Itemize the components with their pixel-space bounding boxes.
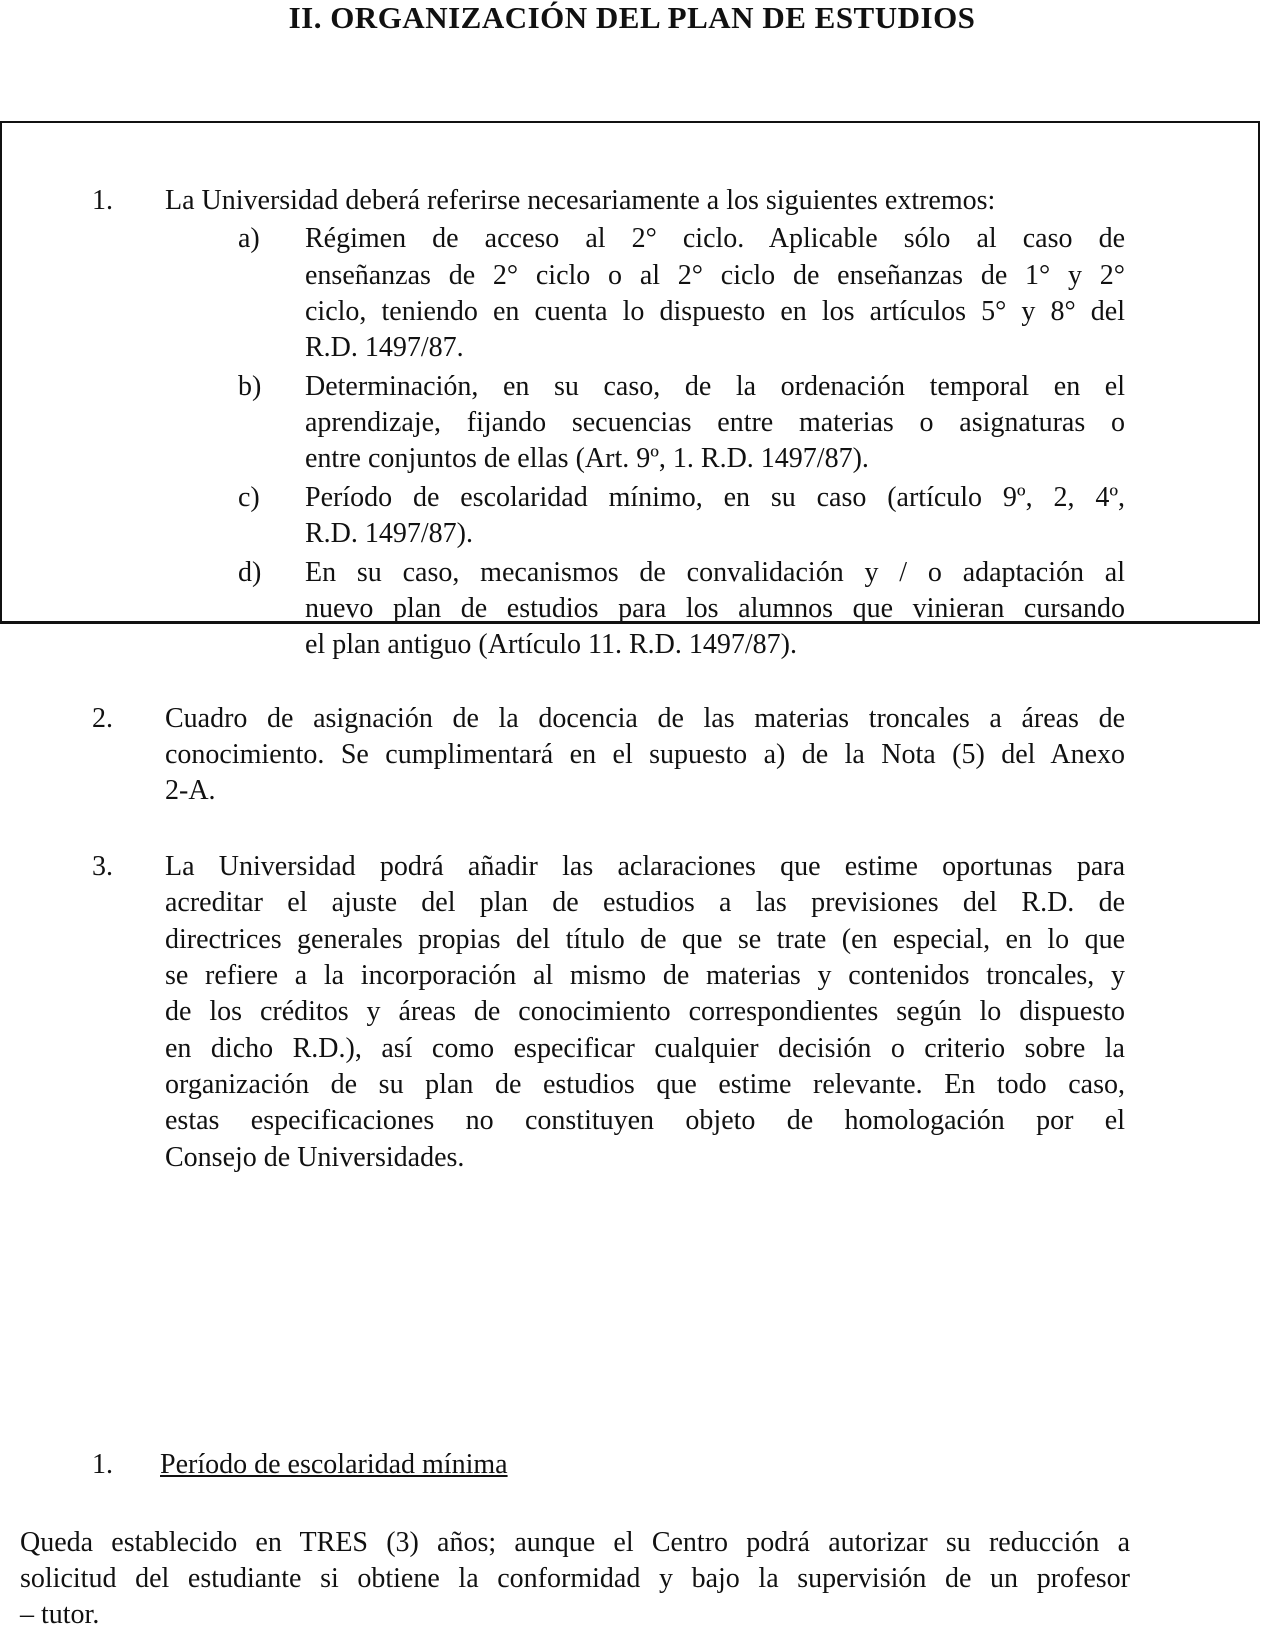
- item-3-line: estas especificaciones no constituyen objeto de homologación por el: [165, 1105, 1125, 1136]
- item-1-number: 1.: [92, 185, 113, 216]
- sub-b-letter: b): [238, 371, 262, 402]
- item-3-line: en dicho R.D.), así como especificar cualquier decisión o criterio sobre la: [165, 1033, 1125, 1064]
- section-paragraph-line: solicitud del estudiante si obtiene la conformidad y bajo la supervisión de un profesor: [20, 1563, 1130, 1594]
- item-2-number: 2.: [92, 703, 113, 734]
- item-3-line: de los créditos y áreas de conocimiento correspondientes según lo dispuesto: [165, 996, 1125, 1027]
- sub-a-line: ciclo, teniendo en cuenta lo dispuesto en los artículos 5° y 8° del: [305, 296, 1125, 327]
- item-2-line: 2-A.: [165, 775, 216, 806]
- item-3-line: acreditar el ajuste del plan de estudios a las previsiones del R.D. de: [165, 887, 1125, 918]
- sub-c-line: Período de escolaridad mínimo, en su caso (artículo 9º, 2, 4º,: [305, 482, 1125, 513]
- sub-c-letter: c): [238, 482, 260, 513]
- item-2-line: conocimiento. Se cumplimentará en el supuesto a) de la Nota (5) del Anexo: [165, 739, 1125, 770]
- item-3-line: La Universidad podrá añadir las aclaraciones que estime oportunas para: [165, 851, 1125, 882]
- sub-d-letter: d): [238, 557, 262, 588]
- section-number: 1.: [92, 1449, 113, 1480]
- sub-d-line: En su caso, mecanismos de convalidación y / o adaptación al: [305, 557, 1125, 588]
- item-2-line: Cuadro de asignación de la docencia de las materias troncales a áreas de: [165, 703, 1125, 734]
- sub-b-line: entre conjuntos de ellas (Art. 9º, 1. R.D. 1497/87).: [305, 443, 869, 474]
- item-3-line: Consejo de Universidades.: [165, 1142, 465, 1173]
- page-title: II. ORGANIZACIÓN DEL PLAN DE ESTUDIOS: [288, 0, 976, 35]
- section-heading: Período de escolaridad mínima: [160, 1449, 508, 1480]
- item-3-line: organización de su plan de estudios que estime relevante. En todo caso,: [165, 1069, 1125, 1100]
- sub-a-letter: a): [238, 223, 260, 254]
- sub-c-line: R.D. 1497/87).: [305, 518, 473, 549]
- sub-b-line: Determinación, en su caso, de la ordenación temporal en el: [305, 371, 1125, 402]
- sub-b-line: aprendizaje, fijando secuencias entre materias o asignaturas o: [305, 407, 1125, 438]
- section-paragraph-line: – tutor.: [20, 1599, 100, 1630]
- item-1-text: La Universidad deberá referirse necesariamente a los siguientes extremos:: [165, 185, 996, 216]
- sub-d-line: el plan antiguo (Artículo 11. R.D. 1497/87).: [305, 629, 797, 660]
- sub-a-line: enseñanzas de 2° ciclo o al 2° ciclo de enseñanzas de 1° y 2°: [305, 260, 1125, 291]
- item-3-number: 3.: [92, 851, 113, 882]
- section-paragraph-line: Queda establecido en TRES (3) años; aunque el Centro podrá autorizar su reducción a: [20, 1527, 1130, 1558]
- sub-a-line: R.D. 1497/87.: [305, 332, 464, 363]
- sub-d-line: nuevo plan de estudios para los alumnos que vinieran cursando: [305, 593, 1125, 624]
- sub-a-line: Régimen de acceso al 2° ciclo. Aplicable sólo al caso de: [305, 223, 1125, 254]
- item-3-line: se refiere a la incorporación al mismo de materias y contenidos troncales, y: [165, 960, 1125, 991]
- item-3-line: directrices generales propias del título de que se trate (en especial, en lo que: [165, 924, 1125, 955]
